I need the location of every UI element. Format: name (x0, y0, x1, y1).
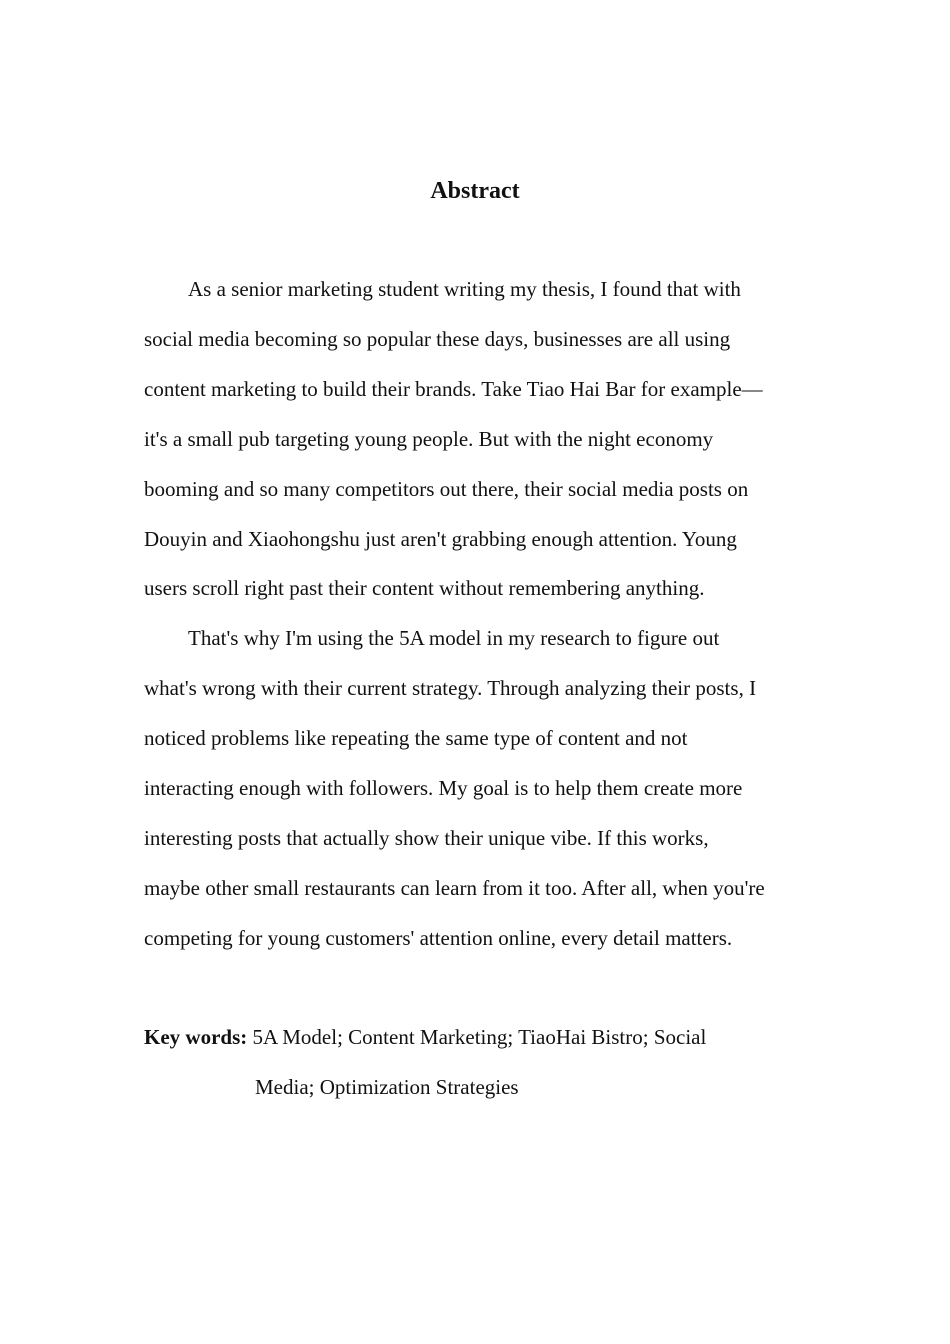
text-line: content marketing to build their brands. Take Tiao Hai Bar for example— (144, 376, 763, 401)
keywords-text: 5A Model; Content Marketing; TiaoHai Bistro; Social (247, 1025, 707, 1049)
text-line: noticed problems like repeating the same type of content and not (144, 726, 688, 751)
keywords-line-1 (144, 1012, 809, 1062)
abstract-paragraph-1 (144, 265, 809, 614)
abstract-body (144, 265, 809, 964)
text-line: interesting posts that actually show their unique vibe. If this works, (144, 825, 709, 850)
text-line: Douyin and Xiaohongshu just aren't grabbing enough attention. Young (144, 526, 737, 551)
keywords-line-2: Media; Optimization Strategies (255, 1075, 519, 1099)
text-line: what's wrong with their current strategy. Through analyzing their posts, I (144, 676, 757, 701)
text-line: As a senior marketing student writing my thesis, I found that with (188, 277, 741, 301)
text-line: social media becoming so popular these days, businesses are all using (144, 326, 731, 351)
abstract-paragraph-2 (144, 614, 809, 963)
keywords-block (144, 1012, 809, 1112)
text-line: it's a small pub targeting young people. But with the night economy (144, 426, 714, 451)
text-line: maybe other small restaurants can learn from it too. After all, when you're (144, 875, 765, 900)
text-line: interacting enough with followers. My goal is to help them create more (144, 776, 743, 801)
page-title: Abstract (430, 178, 520, 204)
text-line: users scroll right past their content without remembering anything. (144, 576, 705, 601)
keywords-label: Key words: (144, 1025, 248, 1049)
text-line: booming and so many competitors out there, their social media posts on (144, 476, 749, 501)
text-line: competing for young customers' attention online, every detail matters. (144, 925, 733, 950)
text-line: That's why I'm using the 5A model in my research to figure out (188, 626, 720, 651)
